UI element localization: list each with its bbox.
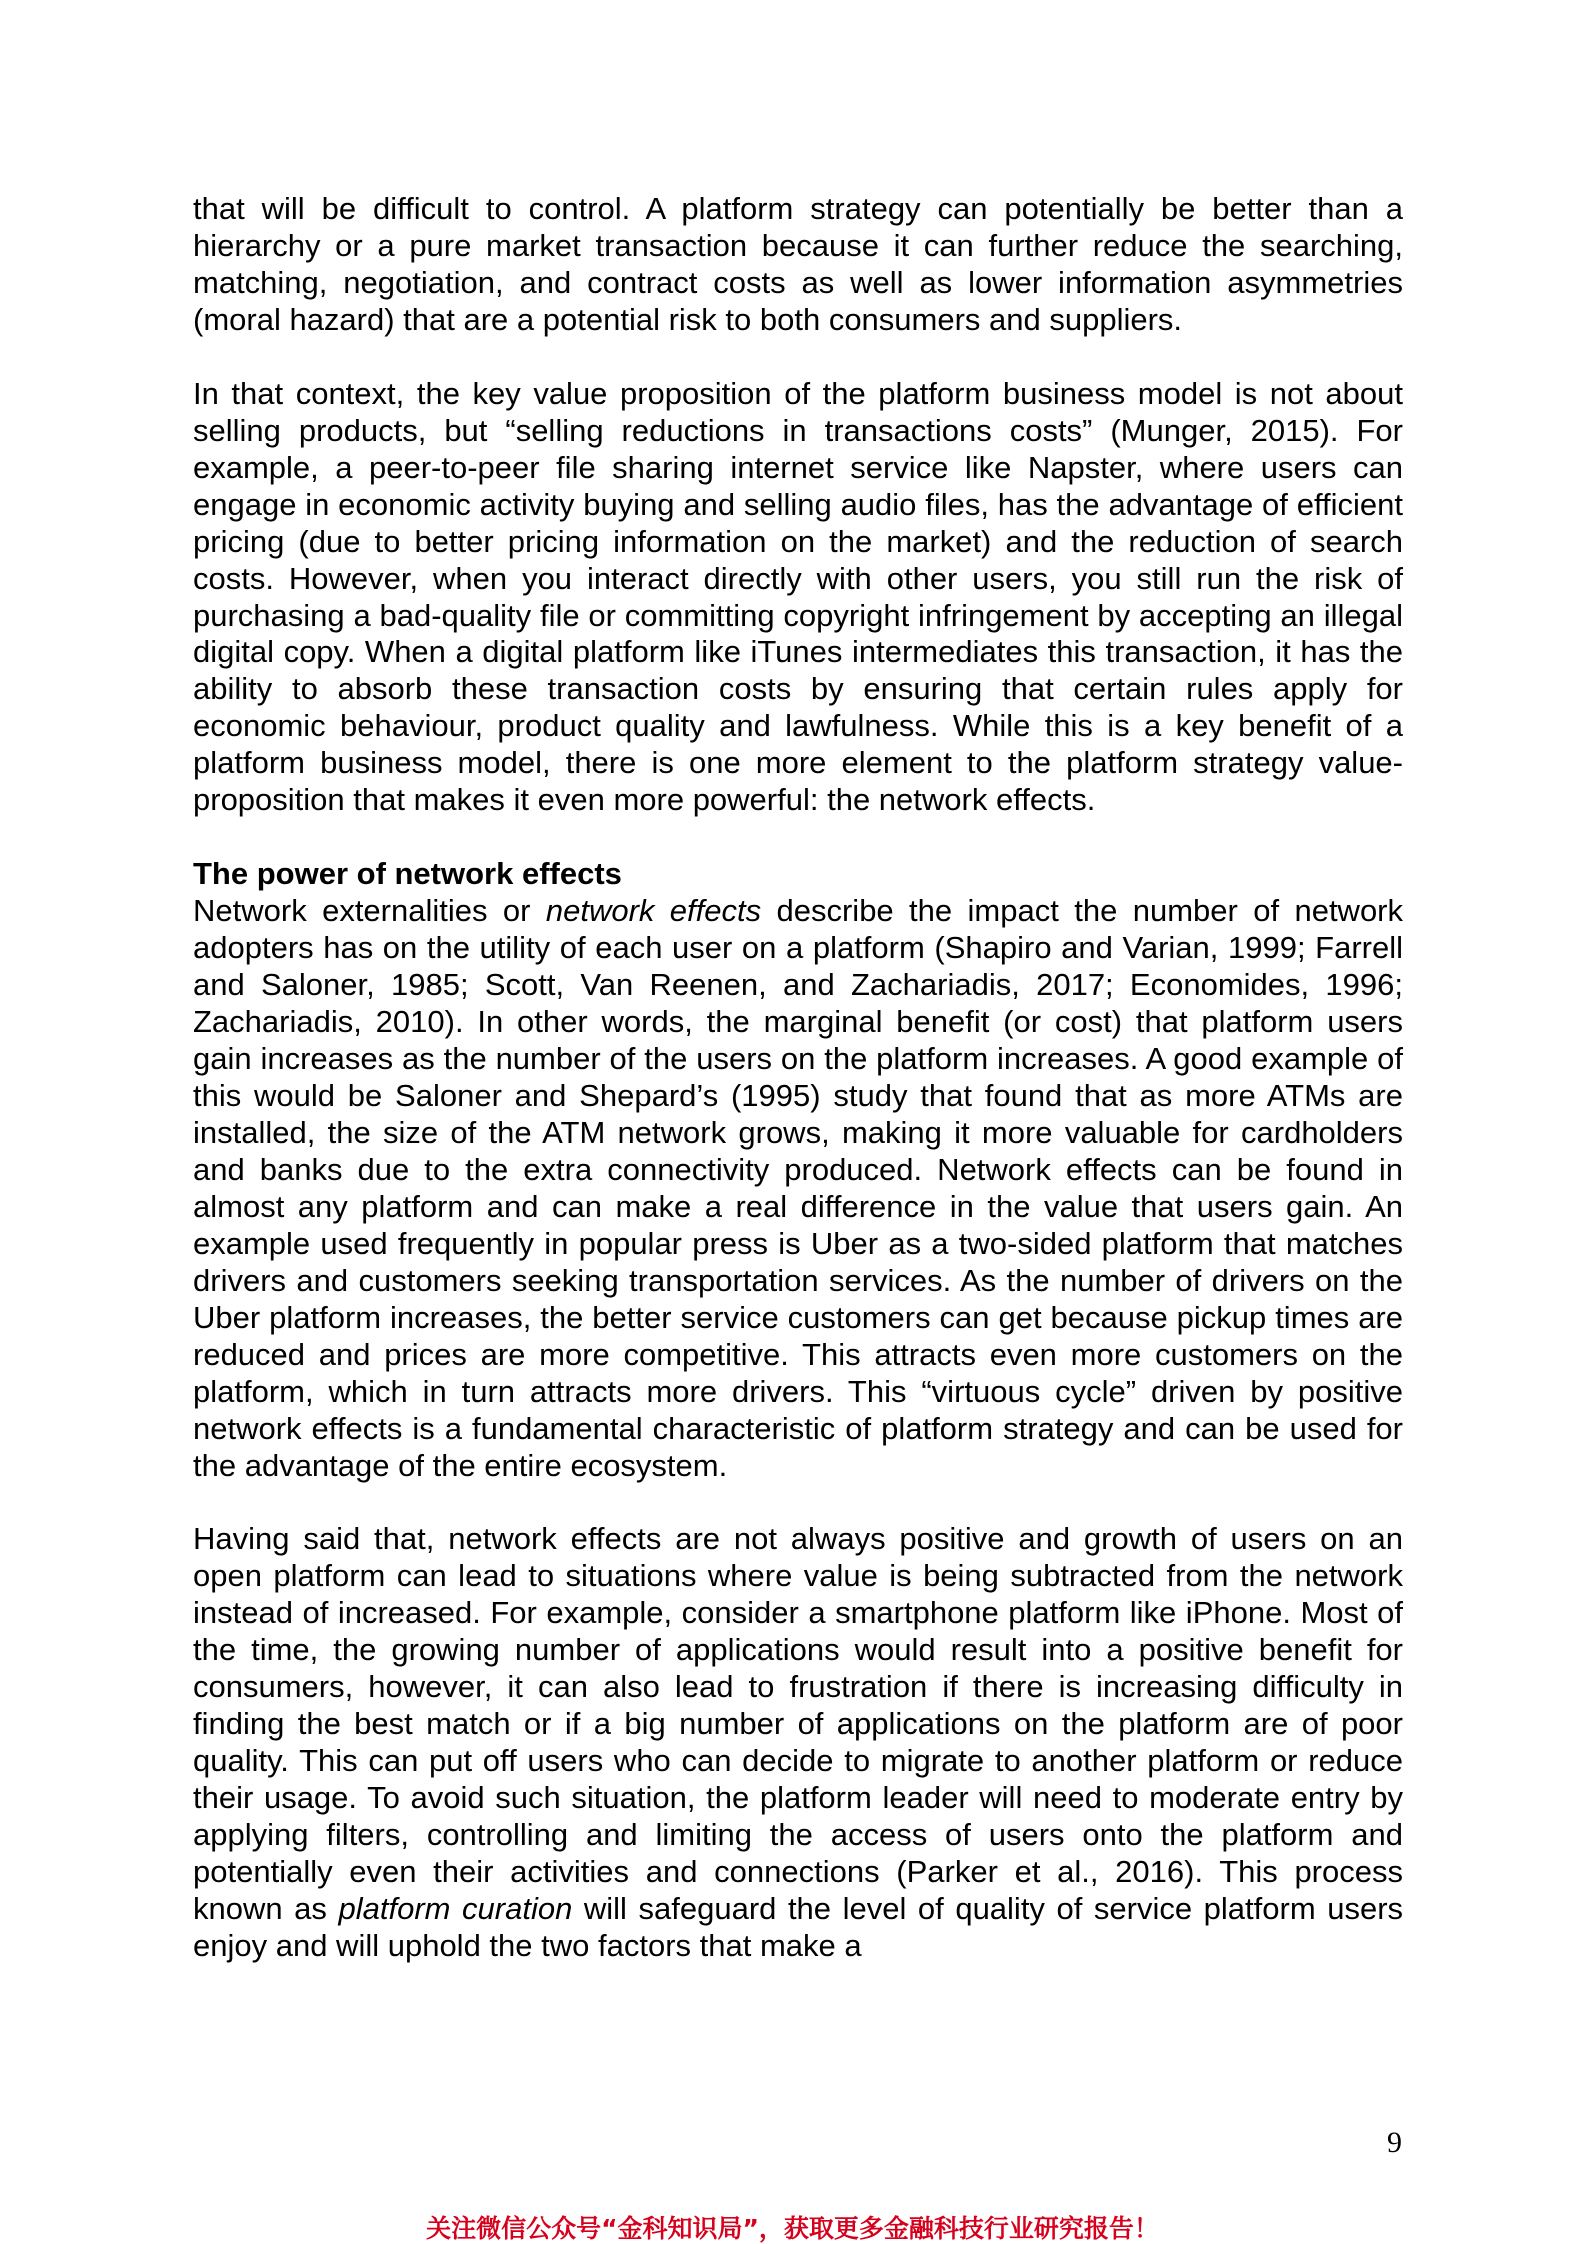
paragraph-gap (193, 339, 1403, 376)
paragraph-gap (193, 1484, 1403, 1521)
paragraph-2: In that context, the key value proposition of the platform business model is not about selling products, but “selling reductions in transactions costs” (Munger, 2015). For example, a peer-to-peer file sharing internet service like Napster, where users can engage in economic activity buying and selling audio files, has the advantage of efficient pricing (due to better pricing information on the market) and the reduction of search costs. However, when you interact directly with other users, you still run the risk of purchasing a bad-quality file or committing copyright infringement by accepting an illegal digital copy. When a digital platform like iTunes intermediates this transaction, it has the ability to absorb these transaction costs by ensuring that certain rules apply for economic behaviour, product quality and lawfulness. While this is a key benefit of a platform business model, there is one more element to the platform strategy value-proposition that makes it even more powerful: the network effects. (193, 375, 1403, 818)
paragraph-4-italic-term: platform curation (338, 1890, 573, 1926)
page-number: 9 (1387, 2126, 1402, 2159)
paragraph-3-text-end: describe the impact the number of network adopters has on the utility of each user on a platform (Shapiro and Varian, 1999; Farrell and Saloner, 1985; Scott, Van Reenen, and Zachariadis, 2017; Economides, 1996; Zachariadis, 2010). In other words, the marginal benefit (or cost) that platform users gain increases as the number of the users on the platform increases. A good example of this would be Saloner and Shepard’s (1995) study that found that as more ATMs are installed, the size of the ATM network grows, making it more valuable for cardholders and banks due to the extra connectivity produced. Network effects can be found in almost any platform and can make a real difference in the value that users gain. An example used frequently in popular press is Uber as a two-sided platform that matches drivers and customers seeking transportation services. As the number of drivers on the Uber platform increases, the better service customers can get because pickup times are reduced and prices are more competitive. This attracts even more customers on the platform, which in turn attracts more drivers. This “virtuous cycle” driven by positive network effects is a fundamental characteristic of platform strategy and can be used for the advantage of the entire ecosystem. (193, 893, 1404, 1483)
paragraph-3-text-start: Network externalities or (193, 893, 546, 929)
paragraph-1: that will be difficult to control. A platform strategy can potentially be better than a hierarchy or a pure market transaction because it can further reduce the searching, matching, negotiation, and contract costs as well as lower information asymmetries (moral hazard) that are a potential risk to both consumers and suppliers. (193, 191, 1403, 337)
paragraph-4 (193, 1521, 1403, 1964)
paragraph-3 (193, 893, 1403, 1484)
paragraph-3-italic-term: network effects (545, 893, 762, 929)
paragraph-4-text-end: will safeguard the level of quality of service platform users enjoy and will uphold the two factors that make a (193, 1890, 1404, 1963)
document-body (193, 191, 1403, 1965)
footer-banner: 关注微信公众号“金科知识局”，获取更多金融科技行业研究报告！ (426, 2214, 1159, 2243)
section-heading: The power of network effects (193, 856, 622, 892)
paragraph-4-text-start: Having said that, network effects are not always positive and growth of users on an open platform can lead to situations where value is being subtracted from the network instead of increased. For example, consider a smartphone platform like iPhone. Most of the time, the growing number of applications would result into a positive benefit for consumers, however, it can also lead to frustration if there is increasing difficulty in finding the best match or if a big number of applications on the platform are of poor quality. This can put off users who can decide to migrate to another platform or reduce their usage. To avoid such situation, the platform leader will need to moderate entry by applying filters, controlling and limiting the access of users onto the platform and potentially even their activities and connections (Parker et al., 2016). This process known as (193, 1521, 1403, 1926)
paragraph-gap (193, 819, 1403, 856)
